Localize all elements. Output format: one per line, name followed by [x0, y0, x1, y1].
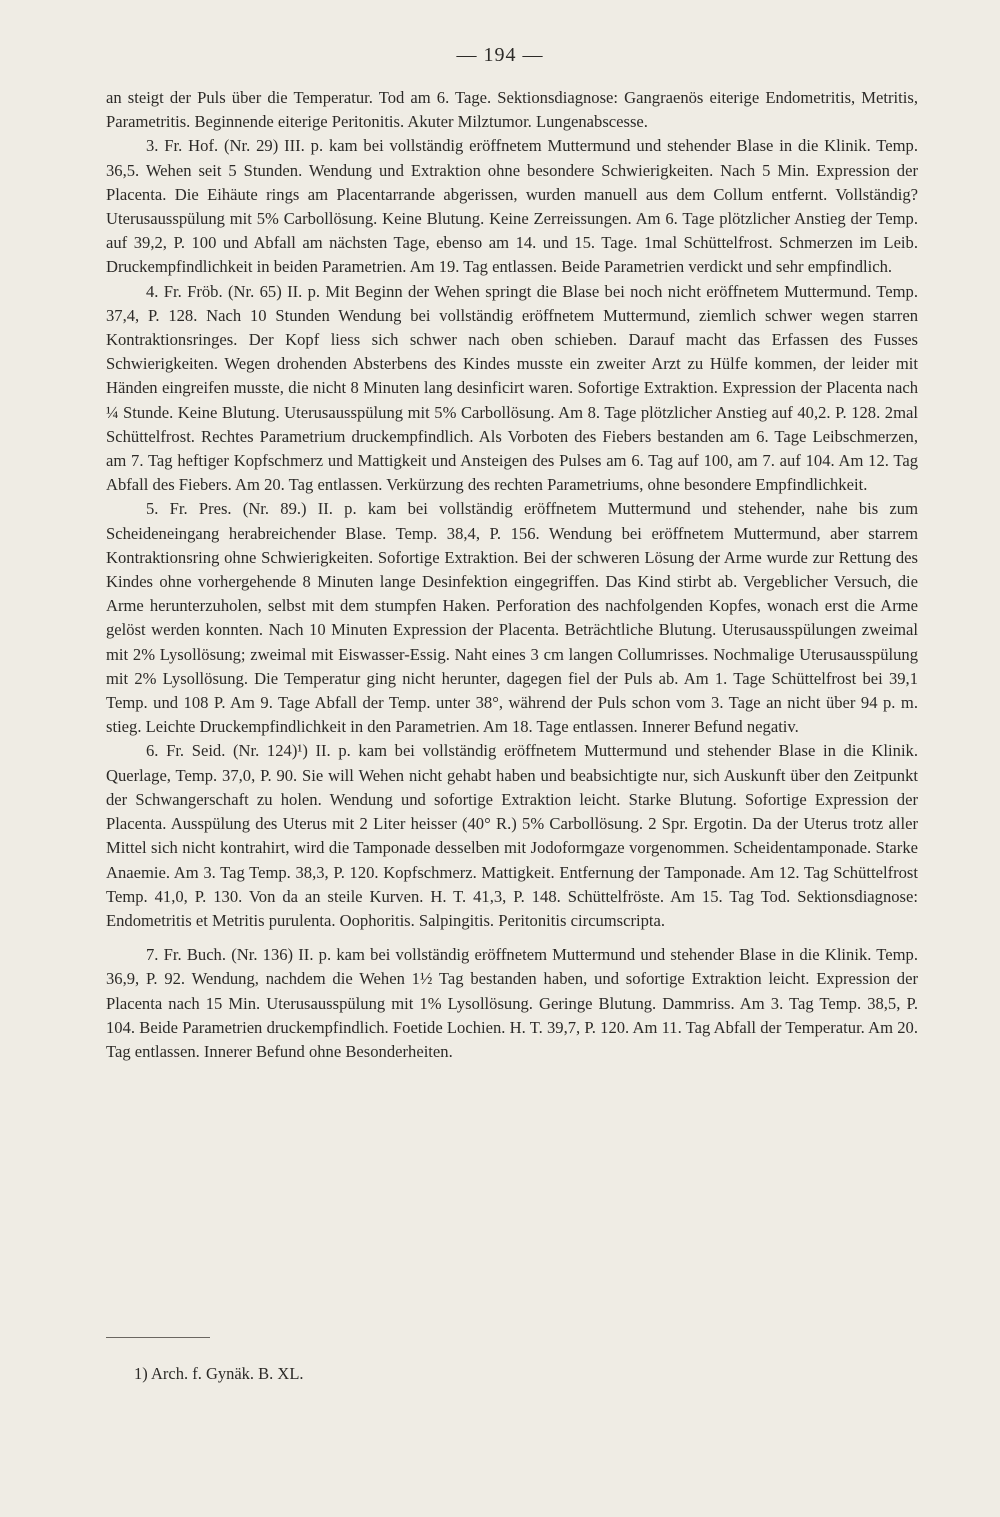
paragraph-case-4: 4. Fr. Fröb. (Nr. 65) II. p. Mit Beginn der Wehen springt die Blase bei noch nicht eröffnetem Muttermund. Temp. 37,4, P. 128. Nach 10 Stunden Wendung bei vollständig eröffnetem Muttermund, ziemlich schwer wegen starren Kontraktionsringes. Der Kopf liess sich schwer nach oben schieben. Darauf macht das Erfassen des Fusses Schwierigkeiten. Wegen drohenden Absterbens des Kindes musste ein zweiter Arzt zu Hülfe kommen, der leider mit Händen eingreifen musste, die nicht 8 Minuten lang desinficirt waren. Sofortige Extraktion. Expression der Placenta nach ¼ Stunde. Keine Blutung. Uterusausspülung mit 5% Carbollösung. Am 8. Tage plötzlicher Anstieg auf 40,2. P. 128. 2mal Schüttelfrost. Rechtes Parametrium druckempfindlich. Als Vorboten des Fiebers bestanden am 6. Tage Leibschmerzen, am 7. Tag heftiger Kopfschmerz und Mattigkeit und Ansteigen des Pulses am 6. Tag auf 100, am 7. auf 104. Am 12. Tag Abfall des Fiebers. Am 20. Tag entlassen. Verkürzung des rechten Parametriums, ohne besondere Empfindlichkeit.	[106, 281, 918, 495]
paragraph-case-6: 6. Fr. Seid. (Nr. 124)¹) II. p. kam bei vollständig eröffnetem Muttermund und stehender Blase in die Klinik. Querlage, Temp. 37,0, P. 90. Sie will Wehen nicht gehabt haben und beabsichtigte nur, sich Auskunft über den Zeitpunkt der Schwangerschaft zu holen. Wendung und sofortige Extraktion leicht. Starke Blutung. Sofortige Expression der Placenta. Ausspülung des Uterus mit 2 Liter heisser (40° R.) 5% Carbollösung. 2 Spr. Ergotin. Da der Uterus trotz aller Mittel sich nicht kontrahirt, wird die Tamponade desselben mit Jodoformgaze vorgenommen. Scheidentamponade. Starke Anaemie. Am 3. Tag Temp. 38,3, P. 120. Kopfschmerz. Mattigkeit. Entfernung der Tamponade. Am 12. Tag Schüttelfrost Temp. 41,0, P. 130. Von da an steile Kurven. H. T. 41,3, P. 148. Schüttelfröste. Am 15. Tag Tod. Sektionsdiagnose: Endometritis et Metritis purulenta. Oophoritis. Salpingitis. Peritonitis circumscripta.	[106, 741, 918, 930]
paragraph-case-5: 5. Fr. Pres. (Nr. 89.) II. p. kam bei vollständig eröffnetem Muttermund und stehender, nahe bis zum Scheideneingang herabreichender Blase. Temp. 38,4, P. 156. Wendung bei eröffnetem Muttermund, aber starrem Kontraktionsring ohne Schwierigkeiten. Sofortige Extraktion. Bei der schweren Lösung der Arme wurde zur Rettung des Kindes ohne vorhergehende 8 Minuten lange Desinfektion eingegriffen. Das Kind stirbt ab. Vergeblicher Versuch, die Arme herunterzuholen, selbst mit dem stumpfen Haken. Perforation des nachfolgenden Kopfes, wonach erst die Arme gelöst werden konnten. Nach 10 Minuten Expression der Placenta. Beträchtliche Blutung. Uterusausspülungen zweimal mit 2% Lysollösung; zweimal mit Eiswasser-Essig. Naht eines 3 cm langen Collumrisses. Nochmalige Uterusausspülung mit 2% Lysollösung. Die Temperatur ging nicht herunter, dagegen fiel der Puls ab. Am 1. Tage Schüttelfrost bei 39,1 Temp. und 108 P. Am 9. Tage Abfall der Temp. unter 38°, während der Puls schon vom 3. Tage an nicht über 94 p. m. stieg. Leichte Druckempfindlichkeit in den Parametrien. Am 18. Tage entlassen. Innerer Befund negativ.	[106, 499, 918, 737]
footnote: 1) Arch. f. Gynäk. B. XL.	[134, 1364, 304, 1383]
paragraph-case-3: 3. Fr. Hof. (Nr. 29) III. p. kam bei vollständig eröffnetem Muttermund und stehender Blase in die Klinik. Temp. 36,5. Wehen seit 5 Stunden. Wendung und Extraktion ohne besondere Schwierigkeiten. Nach 5 Min. Expression der Placenta. Die Eihäute rings am Placentarrande abgerissen, wurden manuell aus dem Collum entfernt. Vollständig? Uterusausspülung mit 5% Carbollösung. Keine Blutung. Keine Zerreissungen. Am 6. Tage plötzlicher Anstieg der Temp. auf 39,2, P. 100 und Abfall am nächsten Tage, ebenso am 14. und 15. Tage. 1mal Schüttelfrost. Schmerzen im Leib. Druckempfindlichkeit in beiden Parametrien. Am 19. Tag entlassen. Beide Parametrien verdickt und sehr empfindlich.	[106, 136, 918, 277]
paragraph-case-7: 7. Fr. Buch. (Nr. 136) II. p. kam bei vollständig eröffnetem Muttermund und stehender Blase in die Klinik. Temp. 36,9, P. 92. Wendung, nachdem die Wehen 1½ Tag bestanden haben, und sofortige Extraktion leicht. Expression der Placenta nach 15 Min. Uterusausspülung mit 1% Lysollösung. Geringe Blutung. Dammriss. Am 3. Tag Temp. 38,5, P. 104. Beide Parametrien druckempfindlich. Foetide Lochien. H. T. 39,7, P. 120. Am 11. Tag Abfall der Temperatur. Am 20. Tag entlassen. Innerer Befund ohne Besonderheiten.	[106, 945, 918, 1061]
page-number: — 194 —	[456, 44, 544, 66]
body-text	[106, 86, 918, 1064]
paragraph-continuation: an steigt der Puls über die Temperatur. Tod am 6. Tage. Sektionsdiagnose: Gangraenös eiterige Endometritis, Metritis, Parametritis. Beginnende eiterige Peritonitis. Akuter Milztumor. Lungenabscesse.	[106, 88, 918, 132]
footnote-divider	[106, 1337, 210, 1338]
